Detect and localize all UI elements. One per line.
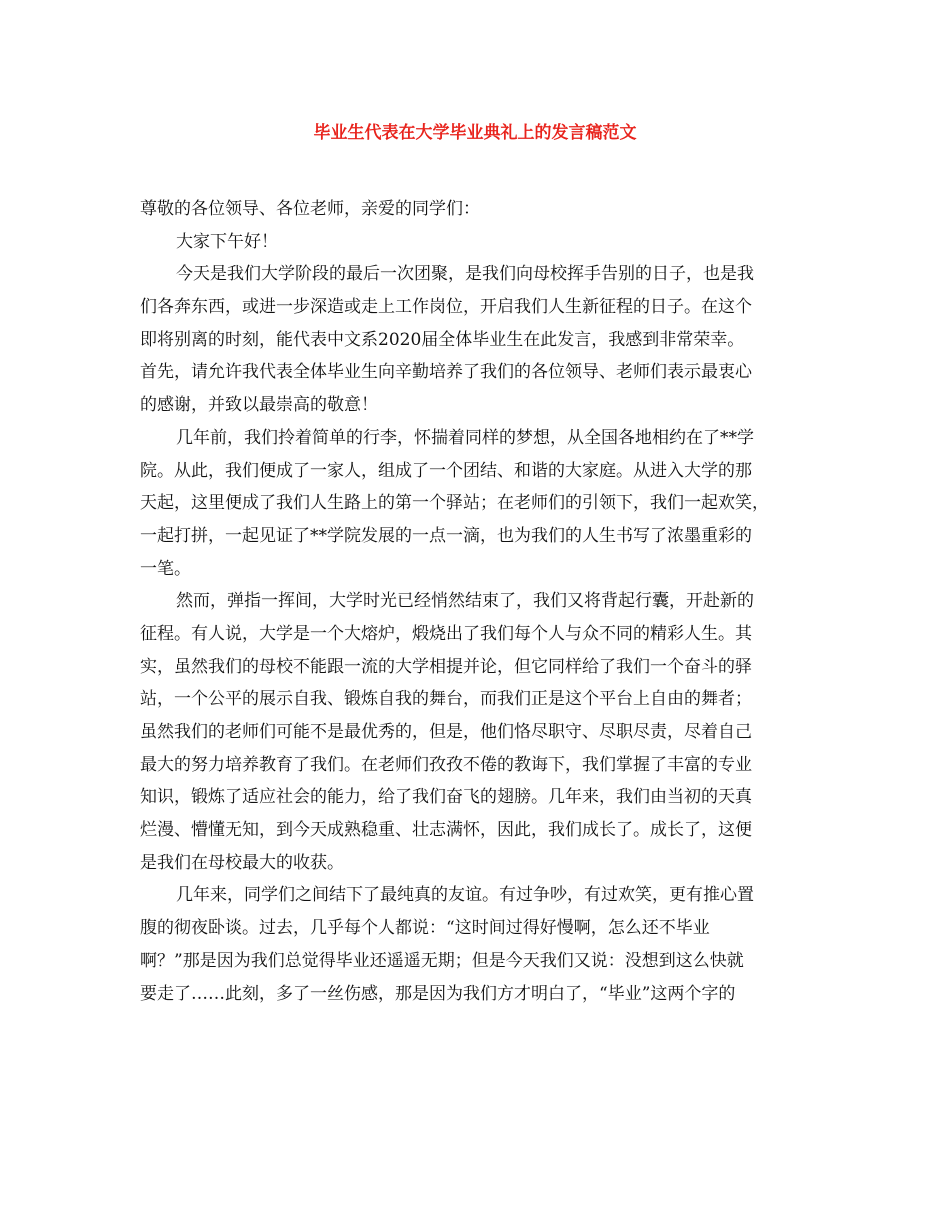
paragraph-line: 实，虽然我们的母校不能跟一流的大学相提并论，但它同样给了我们一个奋斗的驿	[140, 656, 752, 677]
paragraph-line: 烂漫、懵懂无知，到今天成熟稳重、壮志满怀，因此，我们成长了。成长了，这便	[140, 820, 752, 841]
paragraph-line: 一笔。	[140, 558, 191, 579]
paragraph-line: 首先，请允许我代表全体毕业生向辛勤培养了我们的各位领导、老师们表示最衷心	[140, 362, 752, 383]
paragraph-line: 最大的努力培养教育了我们。在老师们孜孜不倦的教诲下，我们掌握了丰富的专业	[140, 754, 752, 775]
paragraph-line: 的感谢，并致以最崇高的敬意！	[140, 395, 378, 416]
document-title: 毕业生代表在大学毕业典礼上的发言稿范文	[313, 123, 637, 143]
document-body	[140, 193, 830, 1010]
paragraph-line: 们各奔东西，或进一步深造或走上工作岗位，开启我们人生新征程的日子。在这个	[140, 297, 752, 318]
paragraph-line: 天起，这里便成了我们人生路上的第一个驿站；在老师们的引领下，我们一起欢笑，	[140, 493, 769, 514]
paragraph-line: 几年前，我们拎着简单的行李，怀揣着同样的梦想，从全国各地相约在了**学	[176, 427, 754, 448]
paragraph-line: 站，一个公平的展示自我、锻炼自我的舞台，而我们正是这个平台上自由的舞者；	[140, 689, 752, 710]
paragraph-line: 虽然我们的老师们可能不是最优秀的，但是，他们恪尽职守、尽职尽责，尽着自己	[140, 722, 752, 742]
greeting-line: 大家下午好！	[176, 231, 278, 252]
paragraph-line: 要走了……此刻，多了一丝伤感，那是因为我们方才明白了，“毕业”这两个字的	[140, 983, 736, 1004]
paragraph-line: 是我们在母校最大的收获。	[140, 852, 344, 873]
paragraph-line: 啊？”那是因为我们总觉得毕业还遥遥无期；但是今天我们又说：没想到这么快就	[140, 950, 744, 971]
paragraph-line: 一起打拼，一起见证了**学院发展的一点一滴，也为我们的人生书写了浓墨重彩的	[140, 525, 752, 546]
paragraph-line: 即将别离的时刻，能代表中文系2020届全体毕业生在此发言，我感到非常荣幸。	[140, 329, 745, 350]
paragraph-line: 腹的彻夜卧谈。过去，几乎每个人都说：“这时间过得好慢啊，怎么还不毕业	[140, 918, 710, 939]
salutation-line: 尊敬的各位领导、各位老师，亲爱的同学们：	[140, 199, 480, 219]
paragraph-line: 然而，弹指一挥间，大学时光已经悄然结束了，我们又将背起行囊，开赴新的	[176, 591, 754, 612]
paragraph-line: 征程。有人说，大学是一个大熔炉，煅烧出了我们每个人与众不同的精彩人生。其	[140, 623, 752, 644]
paragraph-line: 院。从此，我们便成了一家人，组成了一个团结、和谐的大家庭。从进入大学的那	[140, 460, 752, 481]
paragraph-line: 几年来，同学们之间结下了最纯真的友谊。有过争吵，有过欢笑，更有推心置	[176, 885, 754, 906]
paragraph-line: 知识，锻炼了适应社会的能力，给了我们奋飞的翅膀。几年来，我们由当初的天真	[140, 787, 752, 808]
paragraph-line: 今天是我们大学阶段的最后一次团聚，是我们向母校挥手告别的日子，也是我	[176, 264, 754, 285]
